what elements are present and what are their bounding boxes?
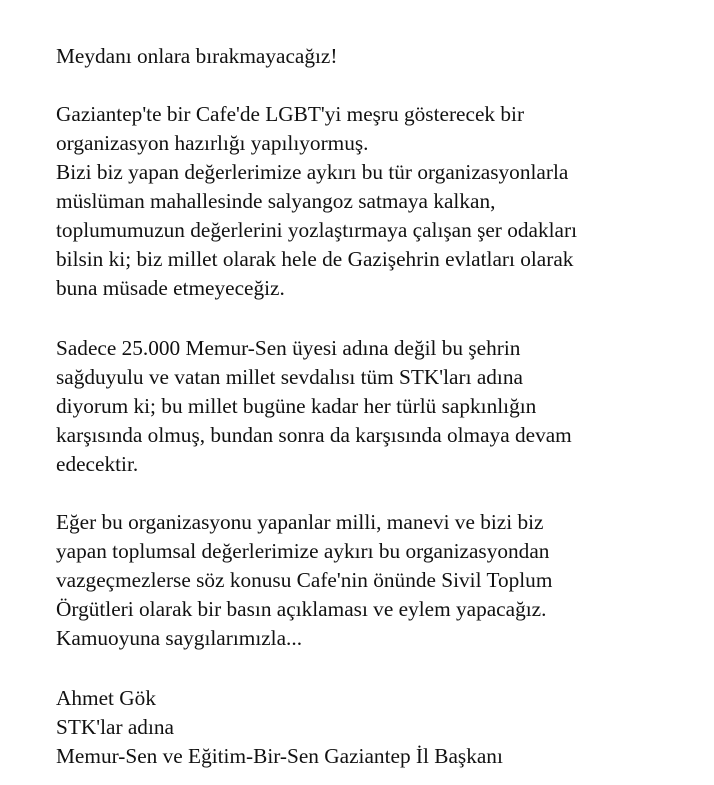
paragraph-line: Bizi biz yapan değerlerimize aykırı bu tür organizasyonlarla — [56, 160, 569, 184]
signature-block — [56, 684, 706, 771]
paragraph-1 — [56, 100, 706, 303]
paragraph-line: yapan toplumsal değerlerimize aykırı bu organizasyondan — [56, 539, 550, 563]
paragraph-line: vazgeçmezlerse söz konusu Cafe'nin önünde Sivil Toplum — [56, 568, 553, 592]
paragraph-line: organizasyon hazırlığı yapılıyormuş. — [56, 131, 369, 155]
signature-on-behalf: STK'lar adına — [56, 715, 174, 739]
paragraph-line: bilsin ki; biz millet olarak hele de Gazişehrin evlatları olarak — [56, 247, 574, 271]
signature-title: Memur-Sen ve Eğitim-Bir-Sen Gaziantep İl Başkanı — [56, 744, 503, 768]
paragraph-line: Eğer bu organizasyonu yapanlar milli, manevi ve bizi biz — [56, 510, 544, 534]
paragraph-line: toplumumuzun değerlerini yozlaştırmaya çalışan şer odakları — [56, 218, 578, 242]
paragraph-line: Sadece 25.000 Memur-Sen üyesi adına değil bu şehrin — [56, 336, 521, 360]
paragraph-2 — [56, 334, 706, 479]
paragraph-line: edecektir. — [56, 452, 139, 476]
paragraph-line: Gaziantep'te bir Cafe'de LGBT'yi meşru gösterecek bir — [56, 102, 525, 126]
paragraph-line: sağduyulu ve vatan millet sevdalısı tüm STK'ları adına — [56, 365, 523, 389]
document-heading — [56, 42, 706, 71]
paragraph-line: müslüman mahallesinde salyangoz satmaya kalkan, — [56, 189, 496, 213]
paragraph-line: Kamuoyuna saygılarımızla... — [56, 626, 303, 650]
signature-name: Ahmet Gök — [56, 686, 156, 710]
paragraph-line: karşısında olmuş, bundan sonra da karşısında olmaya devam — [56, 423, 572, 447]
paragraph-line: Örgütleri olarak bir basın açıklaması ve eylem yapacağız. — [56, 597, 547, 621]
paragraph-3 — [56, 508, 706, 653]
heading-text: Meydanı onlara bırakmayacağız! — [56, 44, 338, 68]
paragraph-line: buna müsade etmeyeceğiz. — [56, 276, 285, 300]
paragraph-line: diyorum ki; bu millet bugüne kadar her türlü sapkınlığın — [56, 394, 537, 418]
